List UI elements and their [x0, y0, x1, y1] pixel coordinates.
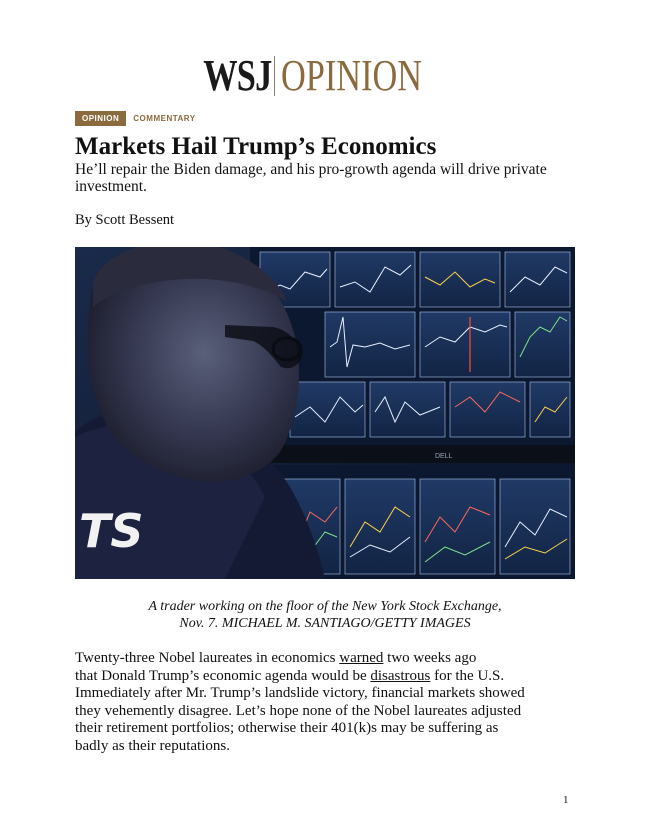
brand-logo: WSJ [203, 51, 272, 100]
body-text-segment: that Donald Trump’s economic agenda would be [75, 667, 371, 684]
byline[interactable]: By Scott Bessent [75, 212, 175, 228]
caption-line-2: Nov. 7. MICHAEL M. SANTIAGO/GETTY IMAGES [179, 616, 471, 631]
article-photo [75, 247, 575, 579]
body-text-segment: Twenty-three Nobel laureates in economics [75, 650, 340, 666]
headline: Markets Hail Trump’s Economics [75, 133, 437, 160]
tag-row [75, 110, 196, 126]
disastrous-link[interactable]: disastrous [370, 667, 431, 684]
monitor-brand: DELL [435, 453, 453, 460]
caption-line-1: A trader working on the floor of the New York Stock Exchange, [148, 599, 502, 614]
body-line-4: they vehemently disagree. Let’s hope none of the Nobel laureates adjusted [75, 702, 522, 719]
masthead [0, 50, 646, 101]
section-title: OPINION [280, 51, 422, 100]
warned-link[interactable]: warned [339, 650, 384, 666]
body-text-segment: two weeks ago [383, 650, 477, 666]
page-number: 1 [563, 794, 569, 806]
opinion-tag[interactable]: OPINION [75, 111, 126, 126]
body-line-1 [75, 650, 595, 668]
article-body [75, 650, 595, 755]
body-line-5: their retirement portfolios; otherwise their 401(k)s may be suffering as [75, 720, 499, 736]
subheadline: He’ll repair the Biden damage, and his pro-growth agenda will drive private investment. [75, 161, 547, 195]
body-line-6: badly as their reputations. [75, 737, 230, 754]
body-line-3: Immediately after Mr. Trump’s landslide victory, financial markets showed [75, 685, 525, 701]
body-text-segment: for the U.S. [430, 667, 505, 684]
masthead-divider [274, 56, 275, 96]
photo-caption [60, 598, 590, 632]
commentary-tag[interactable]: COMMENTARY [133, 113, 196, 123]
body-line-2 [75, 668, 595, 686]
jersey-lettering: TS [79, 504, 144, 558]
